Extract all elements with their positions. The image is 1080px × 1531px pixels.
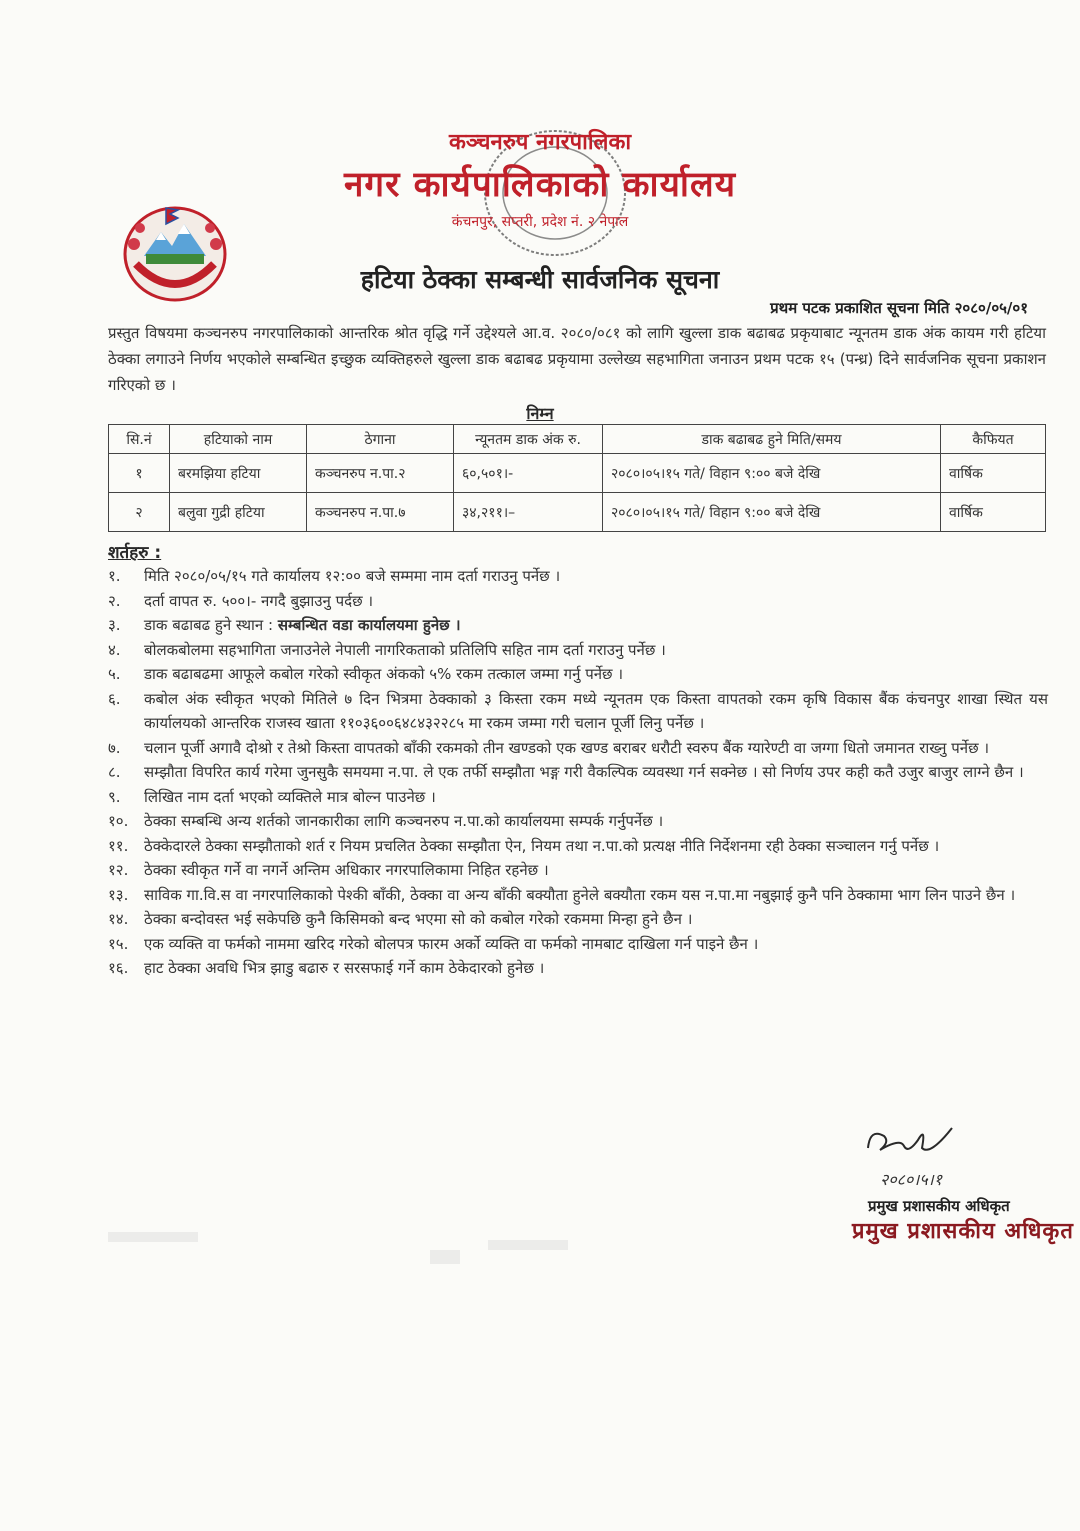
- row-auction-date: २०८०।०५।१५ गते/ विहान ९:०० बजे देखि: [603, 454, 941, 493]
- col-address: ठेगाना: [307, 425, 454, 454]
- row-sn: १: [109, 454, 170, 493]
- notice-title: हटिया ठेक्का सम्बन्धी सार्वजनिक सूचना: [360, 265, 720, 294]
- officer-stamp: प्रमुख प्रशासकीय अधिकृत: [852, 1218, 1074, 1244]
- term-item: २. दर्ता वापत रु. ५००।- नगदै बुझाउनु पर्दछ ।: [108, 591, 374, 610]
- term-item: १४. ठेक्का बन्दोवस्त भई सकेपछि कुनै किसिमको बन्द भएमा सो को कबोल गरेको रकममा मिन्हा हुने छैन ।: [108, 910, 693, 928]
- term-venue-bold: सम्बन्धित वडा कार्यालयमा हुनेछ ।: [277, 616, 461, 634]
- row-hatiya-name: बलुवा गुद्री हटिया: [170, 493, 307, 532]
- row-remarks: वार्षिक: [941, 454, 1046, 493]
- row-address: कञ्चनरुप न.पा.७: [307, 493, 454, 532]
- table-row: [109, 493, 1046, 532]
- term-item: ११. ठेक्केदारले ठेक्का सम्झौताको शर्त र नियम प्रचलित ठेक्का सम्झौता ऐन, नियम तथा न.पा.को प्रत्यक्ष नीति निर्देशनमा रही ठेक्का सञ्चालन गर्नु पर्नेछ ।: [108, 836, 940, 855]
- term-item: ६. कबोल अंक स्वीकृत भएको मितिले ७ दिन भित्रमा ठेक्काको ३ किस्ता रकम मध्ये न्यूनतम एक किस्ता वापतको रकम कृषि विकास बैंक कंचनपुर शाखा स्थित यस कार्यालयको आन्तरिक राजस्व खाता ११०३६००६४८४३२२८५ मा रकम जम्मा गरी चलान पूर्जी लिनु पर्नेछ ।: [108, 689, 1048, 732]
- hatiya-bid-table: [108, 424, 1046, 532]
- row-min-bid: ६०,५०१।-: [454, 454, 603, 493]
- table-caption: निम्न: [526, 404, 554, 423]
- terms-heading: शर्तहरु :: [108, 543, 162, 563]
- term-item: १५. एक व्यक्ति वा फर्मको नाममा खरिद गरेको बोलपत्र फारम अर्को व्यक्ति वा फर्मको नामबाट दाखिला गर्न पाइने छैन ।: [108, 934, 759, 953]
- intro-paragraph: प्रस्तुत विषयमा कञ्चनरुप नगरपालिकाको आन्तरिक श्रोत वृद्धि गर्ने उद्देश्यले आ.व. २०८०/०८१ को लागि खुल्ला डाक बढाबढ प्रकृयाबाट न्यूनतम डाक अंक कायम गरी हटिया ठेक्का लगाउने निर्णय भएकोले सम्बन्धित इच्छुक व्यक्तिहरुले खुल्ला डाक बढाबढ प्रकृयामा उल्लेख्य सहभागिता जनाउन प्रथम पटक १५ (पन्ध्र) दिने सार्वजनिक सूचना प्रकाशन गरिएको छ ।: [108, 324, 1046, 394]
- bleed-through-mark: [430, 1250, 460, 1264]
- col-remarks: कैफियत: [941, 425, 1046, 454]
- col-sn: सि.नं: [109, 425, 170, 454]
- term-item: १०. ठेक्का सम्बन्धि अन्य शर्तको जानकारीका लागि कञ्चनरुप न.पा.को कार्यालयमा सम्पर्क गर्नुपर्नेछ ।: [108, 812, 664, 830]
- bleed-through-mark: [488, 1240, 568, 1250]
- term-item: ५. डाक बढाबढमा आफूले कबोल गरेको स्वीकृत अंकको ५% रकम तत्काल जम्मा गर्नु पर्नेछ ।: [108, 665, 624, 683]
- municipality-name: कञ्चनरुप नगरपालिका: [448, 130, 632, 155]
- row-min-bid: ३४,२११।–: [454, 493, 603, 532]
- row-remarks: वार्षिक: [941, 493, 1046, 532]
- officer-title: प्रमुख प्रशासकीय अधिकृत: [868, 1197, 1010, 1215]
- term-item: ९. लिखित नाम दर्ता भएको व्यक्तिले मात्र बोल्न पाउनेछ ।: [108, 787, 436, 806]
- row-hatiya-name: बरमझिया हटिया: [170, 454, 307, 493]
- term-item: १६. हाट ठेक्का अवधि भित्र झाडु बढारु र सरसफाई गर्ने काम ठेकेदारको हुनेछ ।: [108, 959, 545, 977]
- col-hatiya-name: हटियाको नाम: [170, 425, 307, 454]
- table-row: [109, 454, 1046, 493]
- terms-list: [108, 564, 1048, 981]
- col-auction-date: डाक बढाबढ हुने मिति/समय: [603, 425, 941, 454]
- row-sn: २: [109, 493, 170, 532]
- signature-icon: [860, 1118, 960, 1168]
- col-min-bid: न्यूनतम डाक अंक रु.: [454, 425, 603, 454]
- term-item: ७. चलान पूर्जी अगावै दोश्रो र तेश्रो किस्ता वापतको बाँकी रकमको तीन खण्डको एक खण्ड बराबर धरौटी स्वरुप बैंक ग्यारेण्टी वा जग्गा धितो जमानत राख्नु पर्नेछ ।: [108, 738, 990, 757]
- row-auction-date: २०८०।०५।१५ गते/ विहान ९:०० बजे देखि: [603, 493, 941, 532]
- term-item: १२. ठेक्का स्वीकृत गर्ने वा नगर्ने अन्तिम अधिकार नगरपालिकामा निहित रहनेछ ।: [108, 861, 549, 879]
- term-item: ३. डाक बढाबढ हुने स्थान : सम्बन्धित वडा कार्यालयमा हुनेछ ।: [108, 616, 461, 634]
- term-item: ८. सम्झौता विपरित कार्य गरेमा जुनसुकै समयमा न.पा. ले एक तर्फी सम्झौता भङ्ग गरी वैकल्पिक व्यवस्था गर्न सक्नेछ । सो निर्णय उपर कही कतै उजुर बाजुर लाग्ने छैन ।: [108, 763, 1024, 781]
- term-item: ४. बोलकबोलमा सहभागिता जनाउनेले नेपाली नागरिकताको प्रतिलिपि सहित नाम दर्ता गराउनु पर्नेछ ।: [108, 640, 666, 659]
- office-title: नगर कार्यपालिकाको कार्यालय: [343, 165, 737, 205]
- term-item: १३. साविक गा.वि.स वा नगरपालिकाको पेश्की बाँकी, ठेक्का वा अन्य बाँकी बक्यौता हुनेले बक्यौता रकम यस न.पा.मा नबुझाई कुनै पनि ठेक्कामा भाग लिन पाउने छैन ।: [108, 885, 1016, 904]
- published-date: प्रथम पटक प्रकाशित सूचना मिति २०८०/०५/०१: [770, 299, 1028, 317]
- table-header-row: [109, 425, 1046, 454]
- office-address: कंचनपुर, सप्तरी, प्रदेश नं. २ नेपाल: [451, 214, 629, 230]
- bleed-through-mark: [108, 1232, 198, 1242]
- row-address: कञ्चनरुप न.पा.२: [307, 454, 454, 493]
- signature-date: २०८०।५।१: [880, 1170, 943, 1189]
- term-item: १. मिति २०८०/०५/१५ गते कार्यालय १२:०० बजे सम्ममा नाम दर्ता गराउनु पर्नेछ ।: [108, 567, 561, 585]
